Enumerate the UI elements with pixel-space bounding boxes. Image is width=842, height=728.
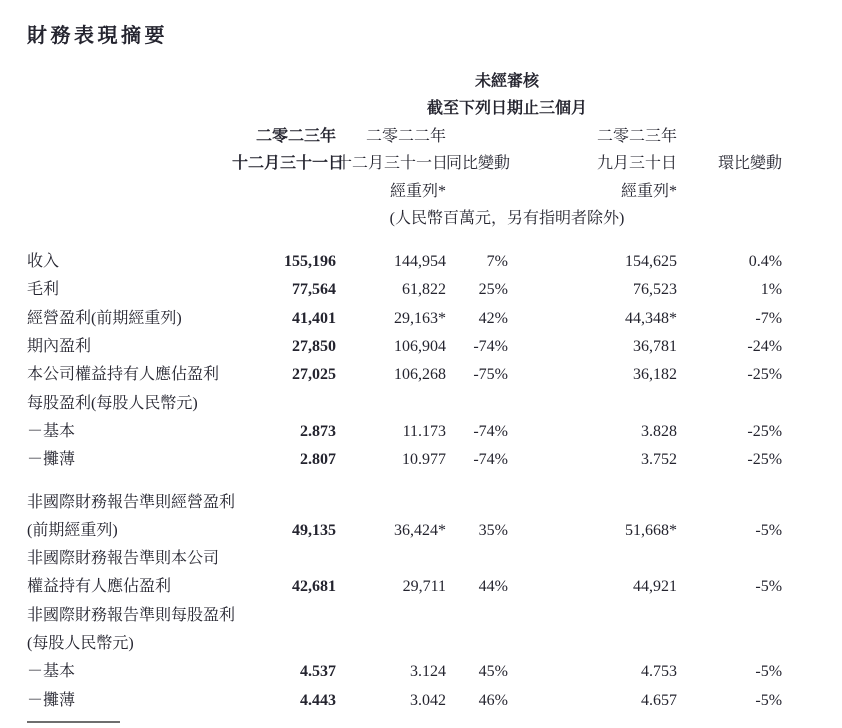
header-row-period bbox=[27, 96, 782, 124]
page-title: 財務表現摘要 bbox=[27, 25, 168, 47]
value-2023-09-30 bbox=[508, 488, 677, 516]
value-2023-09-30: 3.752 bbox=[641, 451, 677, 469]
value-qoq-change bbox=[677, 602, 782, 630]
value-yoy-change bbox=[446, 545, 508, 573]
value-2023-12-31 bbox=[232, 602, 336, 630]
row-label: －攤薄 bbox=[27, 451, 76, 469]
value-yoy-change: -74% bbox=[473, 338, 508, 356]
value-2022-12-31: 144,954 bbox=[394, 253, 446, 271]
header-period: 截至下列日期止三個月 bbox=[427, 100, 588, 118]
value-2023-12-31: 27,025 bbox=[292, 366, 336, 384]
value-yoy-change: -75% bbox=[473, 366, 508, 384]
row-label: 每股盈利(每股人民幣元) bbox=[27, 394, 198, 412]
value-qoq-change: -5% bbox=[755, 691, 783, 709]
value-yoy-change: 45% bbox=[478, 663, 508, 681]
value-qoq-change: 1% bbox=[760, 281, 783, 299]
value-yoy-change: 44% bbox=[478, 578, 508, 596]
value-2023-12-31: 2.807 bbox=[300, 451, 336, 469]
value-yoy-change: -74% bbox=[473, 422, 508, 440]
table-row bbox=[27, 686, 782, 714]
header-col-2022-12-31-date: 十二月三十一日 bbox=[336, 155, 449, 173]
value-2022-12-31: 11.173 bbox=[402, 422, 446, 440]
value-2023-09-30: 4.753 bbox=[641, 663, 677, 681]
header-col-2023-09-restated: 經重列* bbox=[620, 182, 677, 200]
value-qoq-change bbox=[677, 389, 782, 417]
header-col-2022-12-31-year: 二零二二年 bbox=[365, 127, 446, 145]
value-qoq-change: -7% bbox=[755, 309, 783, 327]
value-qoq-change: -5% bbox=[755, 663, 783, 681]
header-empty-cell bbox=[677, 123, 782, 151]
value-2023-09-30: 44,921 bbox=[633, 578, 677, 596]
header-empty-cell bbox=[446, 178, 508, 206]
value-yoy-change: 46% bbox=[478, 691, 508, 709]
value-2022-12-31: 3.124 bbox=[410, 663, 446, 681]
value-qoq-change bbox=[677, 630, 782, 658]
value-2023-12-31: 27,850 bbox=[292, 338, 336, 356]
value-2022-12-31: 3.042 bbox=[410, 691, 446, 709]
value-yoy-change bbox=[446, 389, 508, 417]
table-row bbox=[27, 333, 782, 361]
value-qoq-change bbox=[677, 488, 782, 516]
value-2023-09-30: 3.828 bbox=[641, 422, 677, 440]
header-row-years bbox=[27, 123, 782, 151]
value-yoy-change bbox=[446, 602, 508, 630]
spacer-row bbox=[27, 233, 782, 248]
header-empty-cell bbox=[27, 206, 232, 234]
table-row bbox=[27, 276, 782, 304]
value-2022-12-31 bbox=[336, 630, 446, 658]
value-2023-09-30: 51,668* bbox=[625, 521, 677, 539]
value-yoy-change bbox=[446, 488, 508, 516]
table-row bbox=[27, 658, 782, 686]
value-yoy-change: 25% bbox=[478, 281, 508, 299]
row-label: －攤薄 bbox=[27, 691, 76, 709]
header-row-unit-note bbox=[27, 206, 782, 234]
value-2023-12-31: 4.537 bbox=[300, 663, 336, 681]
table-row bbox=[27, 630, 782, 658]
table-row bbox=[27, 573, 782, 601]
value-2023-09-30: 4.657 bbox=[641, 691, 677, 709]
value-2023-12-31: 49,135 bbox=[292, 521, 336, 539]
value-2022-12-31 bbox=[336, 545, 446, 573]
financial-summary-table bbox=[27, 68, 782, 715]
value-2022-12-31: 106,268 bbox=[394, 366, 446, 384]
value-qoq-change: 0.4% bbox=[748, 253, 783, 271]
header-empty-cell bbox=[27, 96, 232, 124]
spacer-cell bbox=[27, 233, 782, 248]
value-2023-12-31: 41,401 bbox=[292, 309, 336, 327]
value-2023-09-30 bbox=[508, 389, 677, 417]
row-label: 收入 bbox=[27, 253, 60, 271]
value-yoy-change: 7% bbox=[486, 253, 508, 271]
header-col-2022-restated: 經重列* bbox=[389, 182, 446, 200]
value-2023-09-30: 36,781 bbox=[633, 338, 677, 356]
header-col-2023-09-30-date: 九月三十日 bbox=[596, 155, 677, 173]
value-yoy-change: 42% bbox=[478, 309, 508, 327]
spacer-row bbox=[27, 474, 782, 488]
row-label: 非國際財務報告準則本公司 bbox=[27, 550, 220, 568]
table-row bbox=[27, 389, 782, 417]
header-empty-cell bbox=[27, 123, 232, 151]
value-2022-12-31: 29,711 bbox=[402, 578, 446, 596]
header-empty-cell bbox=[677, 178, 782, 206]
value-2023-12-31 bbox=[232, 389, 336, 417]
header-row-restated bbox=[27, 178, 782, 206]
value-2022-12-31: 29,163* bbox=[394, 309, 446, 327]
row-label: 毛利 bbox=[27, 281, 60, 299]
value-2022-12-31 bbox=[336, 488, 446, 516]
value-2023-09-30 bbox=[508, 545, 677, 573]
row-label: －基本 bbox=[27, 422, 76, 440]
value-2023-12-31 bbox=[232, 545, 336, 573]
table-row bbox=[27, 248, 782, 276]
value-2022-12-31: 61,822 bbox=[402, 281, 446, 299]
table-row bbox=[27, 361, 782, 389]
row-label: (每股人民幣元) bbox=[27, 635, 134, 652]
header-col-2023-09-30-year: 二零二三年 bbox=[596, 127, 677, 145]
row-label: 非國際財務報告準則每股盈利 bbox=[27, 606, 236, 624]
value-2023-09-30: 154,625 bbox=[625, 253, 677, 271]
table-row bbox=[27, 488, 782, 516]
header-row-dates bbox=[27, 151, 782, 179]
value-yoy-change: 35% bbox=[478, 521, 508, 539]
value-2022-12-31: 106,904 bbox=[394, 338, 446, 356]
row-label: 經營盈利(前期經重列) bbox=[27, 309, 182, 327]
table-row bbox=[27, 545, 782, 573]
value-2023-12-31 bbox=[232, 630, 336, 658]
value-qoq-change bbox=[677, 545, 782, 573]
table-row bbox=[27, 418, 782, 446]
header-row-unaudited bbox=[27, 68, 782, 96]
header-empty-cell bbox=[232, 178, 336, 206]
value-2023-09-30: 44,348* bbox=[625, 309, 677, 327]
value-2022-12-31: 36,424* bbox=[394, 521, 446, 539]
table-body bbox=[27, 248, 782, 715]
header-unaudited: 未經審核 bbox=[475, 72, 540, 90]
table-row bbox=[27, 446, 782, 474]
value-yoy-change bbox=[446, 630, 508, 658]
value-2023-12-31: 155,196 bbox=[284, 253, 336, 271]
value-2023-12-31: 42,681 bbox=[292, 578, 336, 596]
value-2023-09-30: 76,523 bbox=[633, 281, 677, 299]
value-qoq-change: -24% bbox=[747, 338, 783, 356]
row-label: 權益持有人應佔盈利 bbox=[27, 578, 172, 596]
value-2023-12-31: 2.873 bbox=[300, 422, 336, 440]
value-yoy-change: -74% bbox=[473, 451, 508, 469]
footnote-divider bbox=[27, 721, 120, 723]
spacer-cell bbox=[27, 474, 782, 488]
header-empty-cell bbox=[27, 68, 232, 96]
header-unit-note: (人民幣百萬元，另有指明者除外) bbox=[389, 210, 625, 228]
value-2023-09-30: 36,182 bbox=[633, 366, 677, 384]
value-2023-09-30 bbox=[508, 602, 677, 630]
header-empty-cell bbox=[446, 123, 508, 151]
header-empty-cell bbox=[27, 151, 232, 179]
header-col-qoq-change: 環比變動 bbox=[718, 155, 783, 173]
header-col-yoy-change: 同比變動 bbox=[446, 155, 511, 173]
value-2023-12-31: 77,564 bbox=[292, 281, 336, 299]
value-2023-12-31 bbox=[232, 488, 336, 516]
value-2022-12-31: 10.977 bbox=[402, 451, 446, 469]
value-2022-12-31 bbox=[336, 389, 446, 417]
row-label: 非國際財務報告準則經營盈利 bbox=[27, 493, 236, 511]
value-2023-09-30 bbox=[508, 630, 677, 658]
row-label: 期內盈利 bbox=[27, 338, 92, 356]
value-qoq-change: -25% bbox=[747, 366, 783, 384]
value-2023-12-31: 4.443 bbox=[300, 691, 336, 709]
table-row bbox=[27, 602, 782, 630]
value-qoq-change: -5% bbox=[755, 521, 783, 539]
header-col-2023-12-31-date: 十二月三十一日 bbox=[232, 155, 345, 173]
header-col-2023-12-31-year: 二零二三年 bbox=[255, 127, 336, 145]
value-qoq-change: -25% bbox=[747, 451, 783, 469]
table-row bbox=[27, 517, 782, 545]
value-qoq-change: -25% bbox=[747, 422, 783, 440]
row-label: (前期經重列) bbox=[27, 521, 118, 539]
row-label: 本公司權益持有人應佔盈利 bbox=[27, 366, 220, 384]
value-qoq-change: -5% bbox=[755, 578, 783, 596]
row-label: －基本 bbox=[27, 663, 76, 681]
value-2022-12-31 bbox=[336, 602, 446, 630]
table-row bbox=[27, 305, 782, 333]
header-empty-cell bbox=[27, 178, 232, 206]
